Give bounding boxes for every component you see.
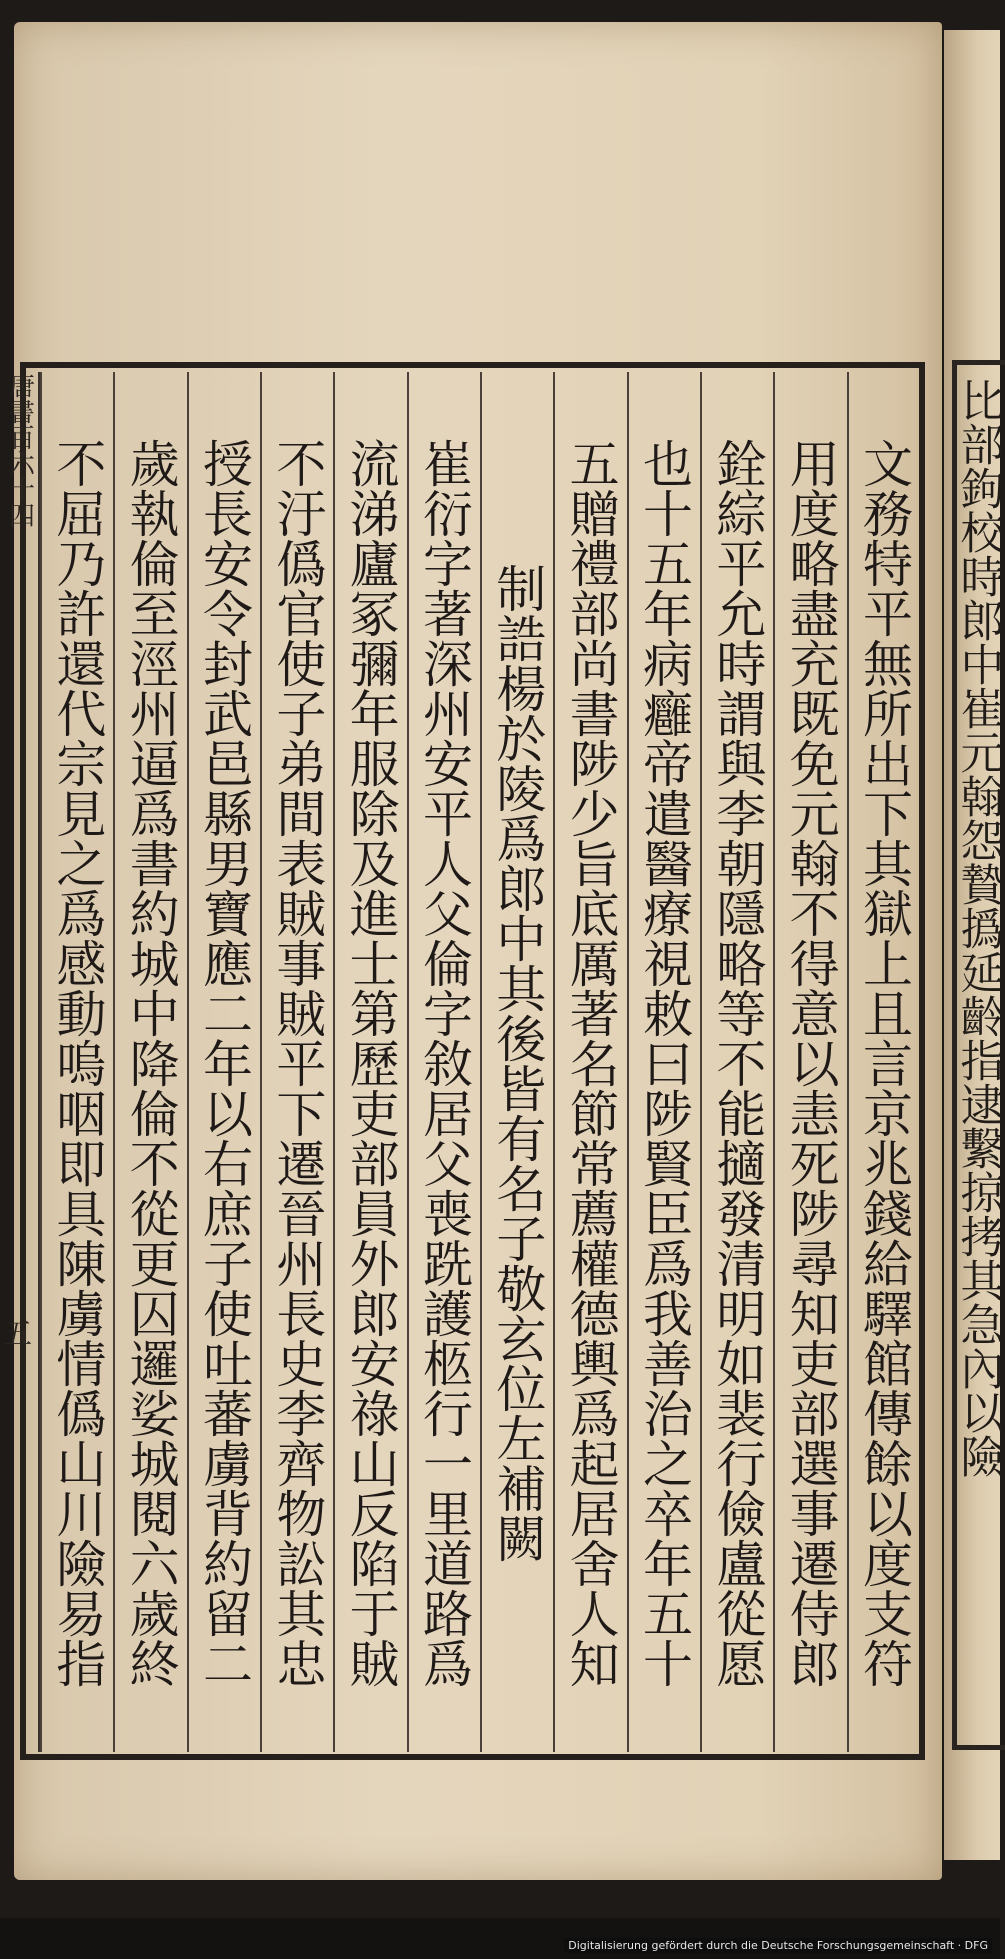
text-column: 不汙僞官使子弟間表賊事賊平下遷晉州長史李齊物訟其忠 [268,438,327,1688]
dfg-credit: Digitalisierung gefördert durch die Deutsche Forschungsgemeinschaft · DFG [564,1938,992,1953]
margin-title [0,372,38,1752]
text-column: 五贈禮部尚書陟少旨底厲著名節常薦權德輿爲起居舍人知 [561,438,620,1688]
text-column: 用度略盡充既免元翰不得意以恚死陟尋知吏部選事遷侍郎 [781,438,840,1688]
text-column: 銓綜平允時謂與李朝隱略等不能擿發清明如裴行儉盧從愿 [708,438,767,1688]
text-column: 歲執倫至涇州逼爲書約城中降倫不從更囚邏娑城閱六歲終 [121,438,180,1688]
text-column: 流涕廬冢彌年服除及進士第歷吏部員外郎安祿山反陷于賊 [341,438,400,1688]
text-column: 文務特平無所出下其獄上且言京兆錢給驛館傳餘以度支符 [854,438,913,1688]
footer-bar [0,1918,1000,1959]
next-page-text: 比部鉤校時郎中崔元翰怨贄撝延齡指逮繫掠拷其急內以險 [952,378,1004,1478]
text-column: 也十五年病癰帝遣醫療視敕曰陟賢臣爲我善治之卒年五十 [634,438,693,1688]
folio-number: 五 [4,1317,33,1350]
text-column: 制誥楊於陵爲郎中其後皆有名子敬玄位左補闕 [488,563,547,1563]
text-column: 授長安令封武邑縣男寶應二年以右庶子使吐蕃虜背約留二 [194,438,253,1688]
text-column: 不屈乃許還代宗見之爲感動嗚咽即具陳虜情僞山川險易指 [48,438,107,1688]
text-column: 崔衍字著深州安平人父倫字敘居父喪跣護柩行一里道路爲 [414,438,473,1688]
margin-title-text: 唐書百六十四 [4,372,35,528]
next-page-column [952,378,1004,1728]
